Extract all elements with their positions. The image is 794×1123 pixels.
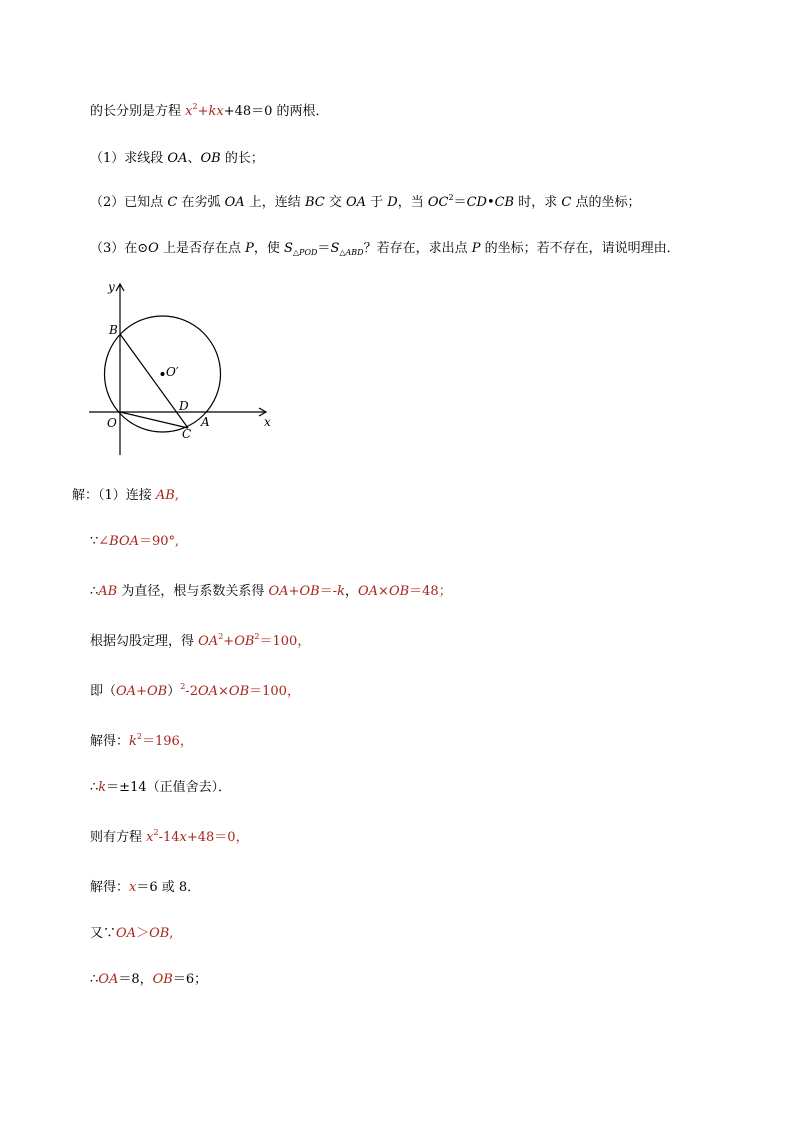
math-var: k: [129, 734, 137, 749]
math-op: +: [223, 634, 235, 649]
text: 根据勾股定理，得: [90, 634, 199, 649]
label-y: y: [108, 280, 115, 294]
math-var: OC: [427, 195, 449, 210]
text: 为直径，根与系数关系得: [117, 584, 269, 599]
text: ,: [174, 488, 179, 503]
geometry-figure: [86, 278, 278, 460]
superscript: 2: [180, 682, 186, 691]
label-c: C: [182, 427, 192, 441]
math-var: OB: [149, 926, 170, 941]
math-var: AB: [98, 584, 118, 599]
label-o: O: [107, 416, 117, 430]
math-op: ＝-: [319, 584, 338, 599]
superscript: 2: [192, 102, 198, 111]
math-var: OB: [299, 584, 320, 599]
solution-line-7: [90, 779, 231, 797]
question-1: [90, 150, 264, 168]
text: 解得：: [90, 734, 130, 749]
math-op: +: [136, 684, 147, 699]
math-var: k: [208, 104, 217, 119]
solution-line-10: [90, 925, 173, 943]
superscript: 2: [153, 828, 159, 837]
text: 交: [324, 195, 346, 210]
superscript: 2: [254, 632, 260, 641]
math-var: OA: [167, 151, 188, 166]
center-point: [161, 372, 165, 376]
text: 于: [366, 195, 388, 210]
solution-line-4: [90, 633, 310, 651]
label-x: x: [264, 415, 271, 429]
text: ＝6 或 8．: [136, 880, 201, 895]
math-op: ＞: [136, 926, 150, 941]
math-var: OA: [268, 584, 289, 599]
math-var: OB: [234, 634, 255, 649]
text: ）: [167, 684, 181, 699]
math-var: P: [245, 241, 254, 256]
solution-line-5: [90, 683, 300, 701]
solution-line-6: [90, 733, 193, 751]
text: 在劣弧: [177, 195, 225, 210]
math-var: CB: [494, 195, 515, 210]
math-var: S: [330, 241, 340, 256]
text: 又∵: [90, 926, 117, 941]
text: +48＝0 的两根．: [223, 104, 329, 119]
text: ＝100，: [259, 634, 311, 649]
subscript: △ABD: [339, 248, 364, 257]
math-var: OA: [197, 684, 219, 699]
text: ＝±14（正值舍去）．: [106, 780, 232, 795]
math-op: +: [197, 104, 209, 119]
question-2: [90, 194, 640, 212]
math-var: OA: [198, 634, 219, 649]
math-op: ＝: [317, 241, 331, 256]
math-var: x: [216, 104, 224, 119]
text: ，使: [253, 241, 284, 256]
text: 解得：: [90, 880, 130, 895]
math-var: AB: [155, 488, 175, 503]
math-var: C: [561, 195, 572, 210]
problem-intro: [90, 103, 329, 121]
text: ,: [169, 926, 174, 941]
math-op: •: [486, 195, 495, 210]
superscript: 2: [218, 632, 224, 641]
text: ＝6；: [172, 972, 208, 987]
solution-line-9: [90, 879, 200, 897]
text: ，: [344, 584, 358, 599]
math-var: OB: [146, 684, 168, 699]
text: 解：（1）连接: [72, 488, 156, 503]
math-var: k: [337, 584, 345, 599]
text: +48＝0，: [186, 830, 249, 845]
question-3: [90, 240, 680, 258]
math-var: P: [471, 241, 481, 256]
math-var: OB: [200, 151, 221, 166]
text: 的长；: [220, 151, 264, 166]
math-var: OA: [357, 584, 379, 599]
math-var: x: [179, 830, 187, 845]
text: ＝196，: [142, 734, 193, 749]
math-var: OB: [388, 584, 410, 599]
label-a: A: [201, 415, 210, 429]
math-var: k: [98, 780, 107, 795]
solution-line-8: [90, 829, 249, 847]
text: ＝8，: [118, 972, 153, 987]
math-var: ∠BOA: [98, 534, 140, 549]
math-var: x: [129, 880, 137, 895]
math-op: ∴: [90, 780, 99, 795]
math-var: OB: [228, 684, 250, 699]
text: （1）求线段: [90, 151, 168, 166]
text: 点的坐标；: [571, 195, 641, 210]
math-var: x: [146, 830, 154, 845]
math-var: S: [284, 241, 293, 256]
math-op: ＝: [453, 195, 467, 210]
solution-line-11: [90, 971, 207, 989]
text: ，当: [397, 195, 428, 210]
math-var: O: [148, 241, 159, 256]
text: （3）在⊙: [90, 241, 149, 256]
math-var: CD: [466, 195, 487, 210]
solution-line-2: [90, 533, 179, 551]
text: -2: [185, 684, 198, 699]
math-var: OA: [345, 195, 366, 210]
math-var: x: [185, 104, 193, 119]
math-op: ∴: [90, 584, 99, 599]
text: 上是否存在点: [158, 241, 246, 256]
solution-line-1: [72, 487, 179, 505]
label-d: D: [179, 399, 189, 413]
text: 时，求: [514, 195, 562, 210]
math-var: BC: [304, 195, 325, 210]
text: 则有方程: [90, 830, 147, 845]
math-var: OA: [116, 684, 137, 699]
math-var: OA: [116, 926, 137, 941]
label-b: B: [109, 323, 118, 337]
math-op: ×: [218, 684, 229, 699]
text: 的长分别是方程: [90, 104, 186, 119]
subscript: △POD: [292, 248, 318, 257]
math-var: OA: [98, 972, 119, 987]
math-op: ∵: [90, 534, 99, 549]
text: -14: [158, 830, 180, 845]
math-op: ×: [378, 584, 389, 599]
math-op: ∴: [90, 972, 99, 987]
solution-line-3: [90, 583, 452, 601]
text: （2）已知点: [90, 195, 168, 210]
text: 、: [187, 151, 201, 166]
text: 即（: [90, 684, 117, 699]
text: ＝90°,: [139, 534, 180, 549]
superscript: 2: [448, 193, 454, 202]
label-o-prime: O′: [166, 365, 179, 379]
math-var: C: [167, 195, 178, 210]
text: ？若存在，求出点: [363, 241, 472, 256]
math-op: +: [288, 584, 300, 599]
text: ＝48；: [409, 584, 452, 599]
math-var: D: [387, 195, 398, 210]
text: 的坐标；若不存在，请说明理由．: [480, 241, 680, 256]
math-var: OB: [152, 972, 173, 987]
math-var: OA: [224, 195, 245, 210]
text: 上，连结: [244, 195, 305, 210]
text: ＝100，: [249, 684, 300, 699]
superscript: 2: [136, 732, 142, 741]
